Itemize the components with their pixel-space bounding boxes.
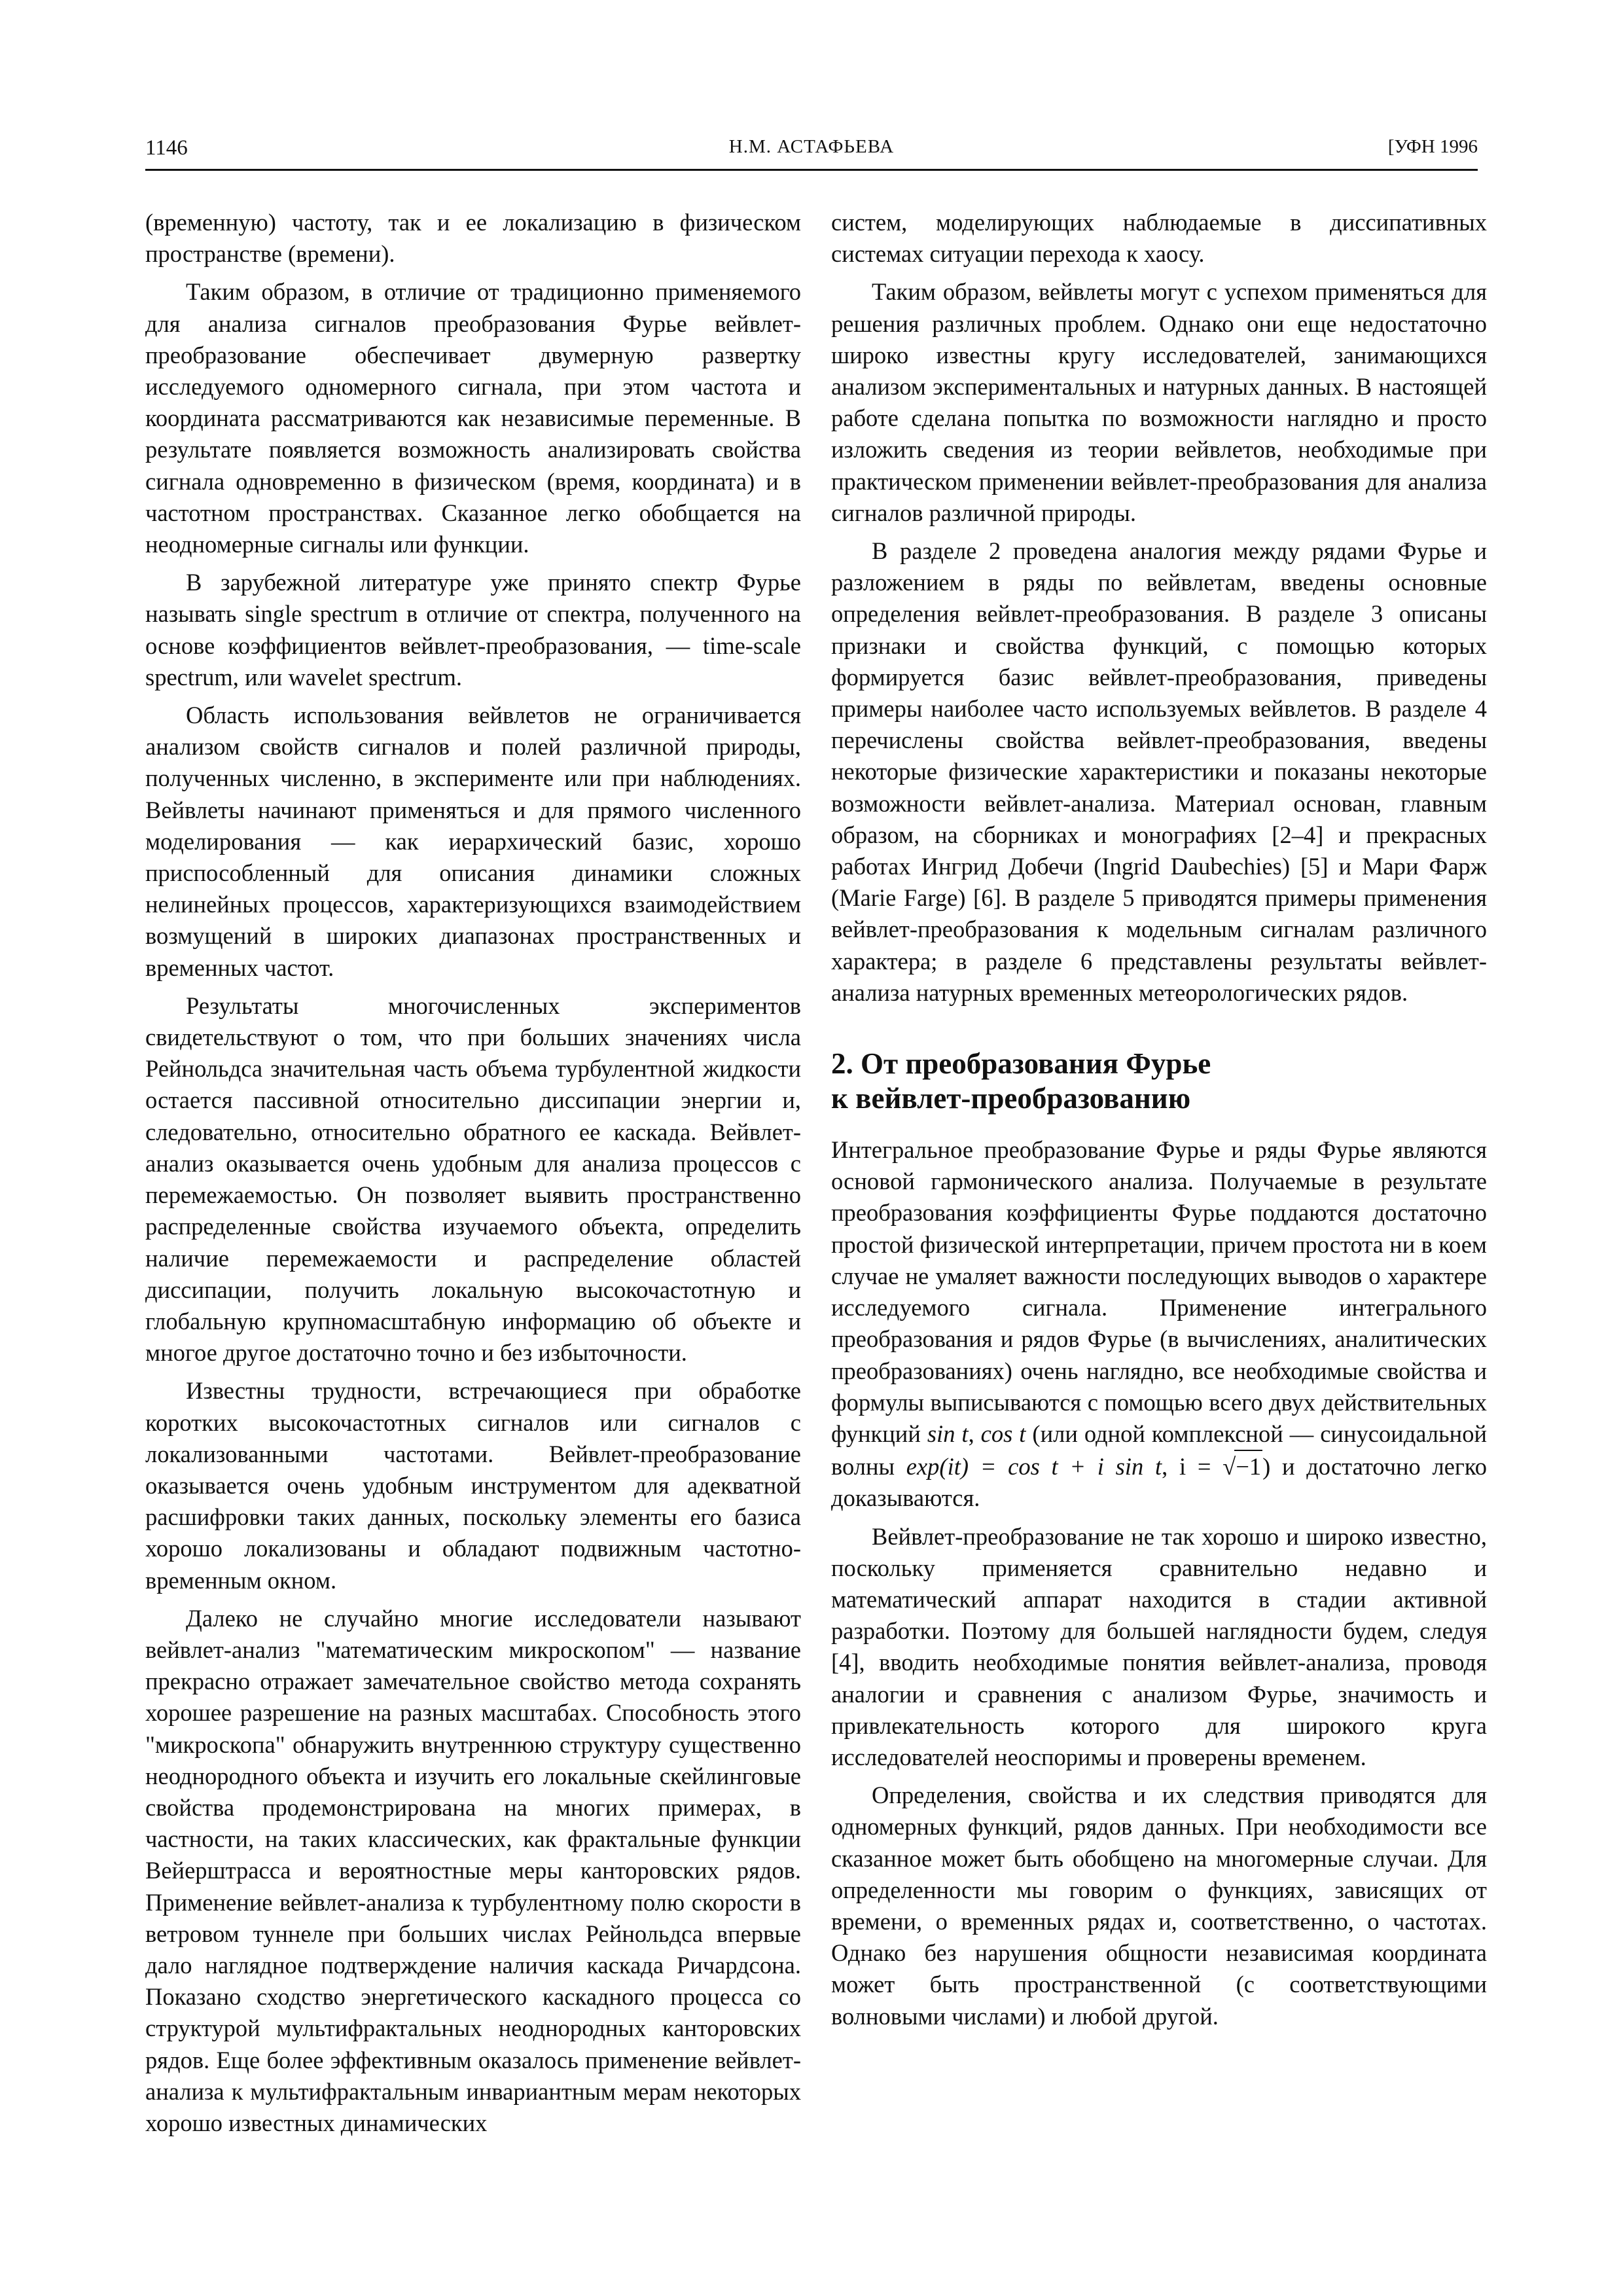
page-header: [145, 136, 1478, 169]
paragraph: [831, 1134, 1487, 1514]
math-formula: exp(it) = cos t + i sin t: [906, 1453, 1162, 1480]
math-cos: cos t: [980, 1420, 1026, 1447]
text-run: ) и достаточно легко доказываются.: [831, 1453, 1487, 1512]
paragraph: В разделе 2 проведена аналогия между рядами Фурье и разложением в ряды по вейвлетам, введены основные определения вейвлет-преобразования. В разделе 3 описаны признаки и свойства функций, с помощью которых формируется базис вейвлет-преобразования, приведены примеры наиболее часто используемых вейвлетов. В разделе 4 перечислены свойства вейвлет-преобразования, введены некоторые физические характеристики и показаны некоторые возможности вейвлет-анализа. Материал основан, главным образом, на сборниках и монографиях [2–4] и прекрасных работах Ингрид Добечи (Ingrid Daubechies) [5] и Мари Фарж (Marie Farge) [6]. В разделе 5 приводятся примеры применения вейвлет-преобразования к модельным сигналам различного характера; в разделе 6 представлены результаты вейвлет-анализа натурных временных метеорологических рядов.: [831, 537, 1487, 1006]
section-heading-line1: 2. От преобразования Фурье: [831, 1047, 1211, 1081]
paragraph: систем, моделирующих наблюдаемые в диссипативных системах ситуации перехода к хаосу.: [831, 209, 1487, 268]
paragraph: Область использования вейвлетов не ограничивается анализом свойств сигналов и полей различной природы, полученных численно, в эксперименте или при наблюдениях. Вейвлеты начинают применяться и для прямого численного моделирования — как иерархический базис, хорошо приспособленный для описания динамики сложных нелинейных процессов, характеризующихся взаимодействием возмущений в широких диапазонах пространственных и временных частот.: [145, 702, 801, 981]
paragraph: Вейвлет-преобразование не так хорошо и широко известно, поскольку применяется сравнительно недавно и математический аппарат находится в стадии активной разработки. Поэтому для большей наглядности будем, следуя [4], вводить необходимые понятия вейвлет-анализа, проводя аналогии и сравнения с анализом Фурье, значимость и привлекательность которого для широкого круга исследователей неоспоримы и проверены временем.: [831, 1522, 1487, 1770]
paragraph: (временную) частоту, так и ее локализацию в физическом пространстве (времени).: [145, 209, 801, 268]
text-run: Интегральное преобразование Фурье и ряды Фурье являются основой гармонического анализа. Получаемые в результате преобразования коэффициенты Фурье поддаются достаточно простой физической интерпретации, причем простота ни в коем случае не умаляет важности последующих выводов о характере исследуемого сигнала. Применение интегрального преобразования и рядов Фурье (в вычислениях, аналитических преобразованиях) очень наглядно, все необходимые свойства и формулы выписываются с помощью всего двух действительных функций: [831, 1136, 1487, 1447]
text-run: (или одной комплексной — синусоидальной волны: [831, 1420, 1487, 1480]
running-author: Н.М. АСТАФЬЕВА: [728, 136, 895, 157]
journal-ref: [УФН 1996: [1387, 136, 1478, 157]
header-rule: [145, 169, 1478, 171]
right-column: [831, 207, 1487, 2039]
section-heading-line2: к вейвлет-преобразованию: [831, 1082, 1191, 1115]
math-sin: sin t: [927, 1420, 969, 1447]
left-column: [145, 207, 801, 2145]
paragraph: Таким образом, в отличие от традиционно применяемого для анализа сигналов преобразования Фурье вейвлет-преобразование обеспечивает двумерную развертку исследуемого одномерного сигнала, при этом частота и координата рассматриваются как независимые переменные. В результате появляется возможность анализировать свойства сигнала одновременно в физическом (время, координата) и в частотном пространствах. Сказанное легко обобщается на неодномерные сигналы или функции.: [145, 278, 801, 558]
paragraph: Результаты многочисленных экспериментов свидетельствуют о том, что при больших значениях числа Рейнольдса значительная часть объема турбулентной жидкости остается пассивной относительно диссипации энергии и, следовательно, относительно обратного ее каскада. Вейвлет-анализ оказывается очень удобным для анализа процессов с перемежаемостью. Он позволяет выявить пространственно распределенные свойства изучаемого объекта, определить наличие перемежаемости и распределение областей диссипации, получить локальную высокочастотную и глобальную крупномасштабную информацию об объекте и многое другое достаточно точно и без избыточности.: [145, 992, 801, 1367]
text-run: , i =: [1162, 1453, 1223, 1480]
paragraph: Таким образом, вейвлеты могут с успехом применяться для решения различных проблем. Однако они еще недостаточно широко известны кругу исследователей, занимающихся анализом экспериментальных и натурных данных. В настоящей работе сделана попытка по возможности наглядно и просто изложить сведения из теории вейвлетов, необходимые при практическом применении вейвлет-преобразования для анализа сигналов различной природы.: [831, 278, 1487, 526]
paragraph: В зарубежной литературе уже принято спектр Фурье называть single spectrum в отличие от спектра, полученного на основе коэффициентов вейвлет-преобразования, — time-scale spectrum, или wavelet spectrum.: [145, 569, 801, 691]
text-run: ,: [968, 1420, 981, 1447]
paragraph: Известны трудности, встречающиеся при обработке коротких высокочастотных сигналов или сигналов с локализованными частотами. Вейвлет-преобразование оказывается очень удобным инструментом для адекватной расшифровки таких данных, поскольку элементы его базиса хорошо локализованы и обладают подвижным частотно-временным окном.: [145, 1377, 801, 1594]
paragraph: Определения, свойства и их следствия приводятся для одномерных функций, рядов данных. При необходимости все сказанное может быть обобщено на многомерные случаи. Для определенности мы говорим о функциях, зависящих от времени, о временных рядах и, соответственно, о частотах. Однако без нарушения общности независимая координата может быть пространственной (с соответствующими волновыми числами) и любой другой.: [831, 1782, 1487, 2030]
sqrt-argument: −1: [1234, 1450, 1262, 1482]
page-number: 1146: [145, 136, 188, 160]
sqrt-sign: √: [1222, 1453, 1236, 1480]
paragraph: Далеко не случайно многие исследователи называют вейвлет-анализ "математическим микроскопом" — название прекрасно отражает замечательное свойство метода сохранять хорошее разрешение на разных масштабах. Способность этого "микроскопа" обнаружить внутреннюю структуру существенно неоднородного объекта и изучить его локальные скейлинговые свойства продемонстрирована на многих примерах, в частности, на таких классических, как фрактальные функции Вейерштрасса и вероятностные меры канторовских рядов. Применение вейвлет-анализа к турбулентному полю скорости в ветровом туннеле при больших числах Рейнольдса впервые дало наглядное подтверждение наличия каскада Ричардсона. Показано сходство энергетического каскадного процесса со структурой мультифрактальных неоднородных канторовских рядов. Еще более эффективным оказалось применение вейвлет-анализа к мультифрактальным инвариантным мерам некоторых хорошо известных динамических: [145, 1604, 801, 2136]
section-heading: [831, 1047, 1487, 1116]
